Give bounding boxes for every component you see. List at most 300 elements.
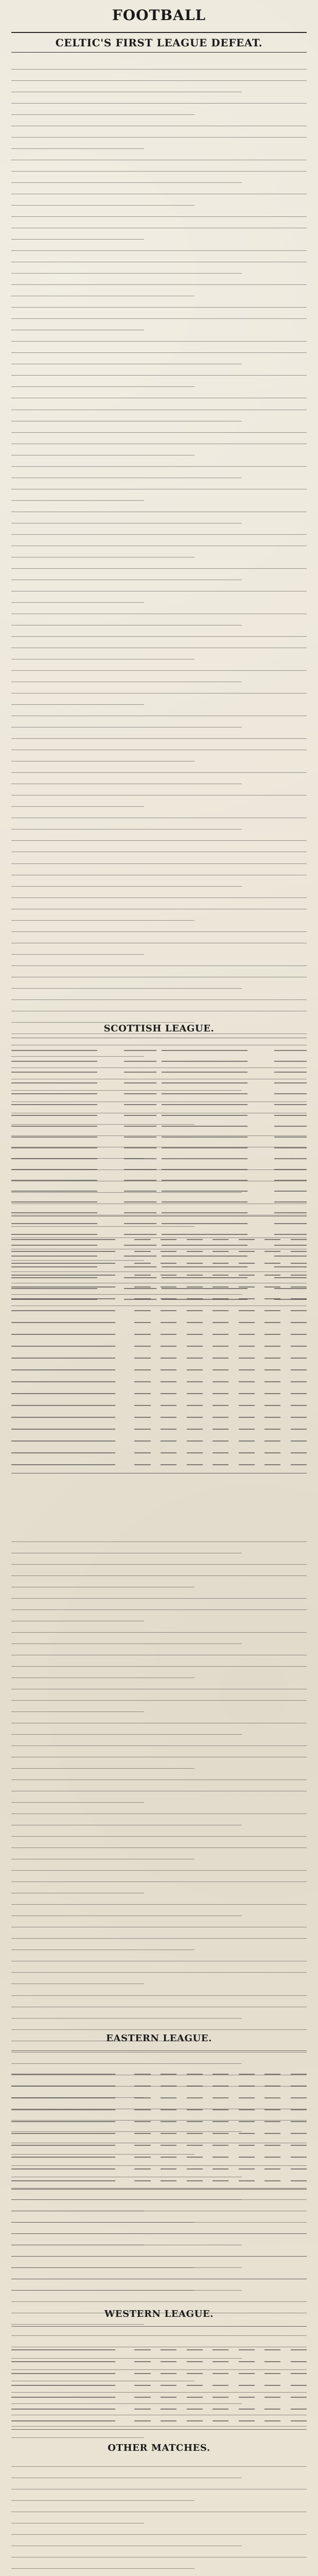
cell-text-line — [187, 1269, 203, 1276]
table-cell — [11, 1411, 125, 1418]
table-cell — [232, 2414, 255, 2421]
cell-text-line — [264, 1352, 280, 1359]
result-row — [11, 1110, 307, 1116]
table-cell — [180, 1233, 203, 1240]
text-line — [11, 1717, 307, 1723]
table-cell — [206, 2402, 229, 2410]
cell-text-line — [187, 2415, 203, 2421]
table-cell — [258, 1422, 281, 1430]
cell-text-line — [239, 1341, 255, 1347]
cell-text-line — [161, 2344, 176, 2350]
cell-text-line — [162, 1207, 248, 1213]
text-line — [11, 494, 144, 501]
text-line — [11, 358, 242, 364]
cell-text-line — [264, 2092, 280, 2098]
cell-text-line — [187, 1258, 203, 1264]
table-cell — [284, 2355, 307, 2362]
table-cell — [154, 2091, 177, 2098]
table-header-cell — [180, 1222, 203, 1229]
text-line — [11, 2227, 307, 2234]
cell-text-line — [11, 2104, 115, 2110]
cell-text-line — [213, 1352, 228, 1359]
text-line — [11, 1819, 242, 1825]
table-cell — [11, 2091, 125, 2098]
result-cell — [260, 1110, 307, 1116]
cell-text-line — [134, 2128, 150, 2134]
table-cell — [154, 2367, 177, 2374]
table-cell — [258, 1245, 281, 1252]
cell-text-line — [239, 2403, 255, 2410]
table-row — [11, 2162, 307, 2170]
cell-text-line — [264, 2380, 280, 2386]
cell-text-line — [161, 2104, 176, 2110]
table-cell — [284, 2343, 307, 2350]
cell-text-line — [213, 1388, 228, 1394]
table-cell — [154, 2414, 177, 2421]
cell-text-line — [161, 2128, 176, 2134]
cell-text-line — [291, 2368, 307, 2374]
table-cell — [284, 1434, 307, 1442]
cell-text-line — [291, 1388, 307, 1394]
table-cell — [232, 2139, 255, 2146]
text-line — [11, 244, 307, 251]
cell-text-line — [213, 1435, 228, 1442]
table-cell — [284, 2414, 307, 2421]
text-line — [11, 97, 307, 104]
cell-text-line — [274, 1207, 307, 1213]
table-row — [11, 1363, 307, 1370]
table-cell — [232, 1411, 255, 1418]
cell-text-line — [274, 1196, 307, 1202]
cell-text-line — [161, 2368, 176, 2374]
cell-text-line — [124, 1056, 156, 1062]
table-cell — [154, 2379, 177, 2386]
table-cell — [232, 2355, 255, 2362]
table-cell — [180, 1268, 203, 1276]
table-cell — [206, 1375, 229, 1382]
text-line — [11, 312, 307, 319]
cell-text-line — [162, 1131, 248, 1138]
table-row — [11, 2127, 307, 2134]
cell-text-line — [11, 1329, 115, 1335]
table-row — [11, 2414, 307, 2421]
table-header-cell — [232, 1222, 255, 1229]
cell-text-line — [11, 1352, 115, 1359]
table-header-cell — [206, 1222, 229, 1229]
cell-text-line — [213, 2069, 228, 2075]
cell-text-line — [187, 2151, 203, 2158]
cell-text-line — [291, 2151, 307, 2158]
table-cell — [128, 1268, 151, 1276]
table-cell — [206, 1434, 229, 1442]
cell-text-line — [11, 1142, 97, 1148]
cell-text-line — [291, 1329, 307, 1335]
cell-text-line — [187, 1329, 203, 1335]
result-cell — [11, 1185, 105, 1192]
cell-text-line — [11, 1376, 115, 1382]
text-line — [11, 380, 195, 387]
table-cell — [258, 1434, 281, 1442]
table-cell — [232, 1316, 255, 1323]
table-cell — [11, 2355, 125, 2362]
cell-text-line — [161, 2092, 176, 2098]
cell-text-line — [291, 2392, 307, 2398]
cell-text-line — [187, 1447, 203, 1453]
text-line — [11, 2261, 242, 2268]
table-cell — [11, 2079, 125, 2087]
cell-text-line — [187, 2163, 203, 2170]
cell-text-line — [239, 1412, 255, 1418]
table-cell — [154, 1268, 177, 1276]
cell-text-line — [213, 2116, 228, 2122]
result-row — [11, 1066, 307, 1073]
text-line — [11, 664, 307, 671]
cell-text-line — [213, 2403, 228, 2410]
scottish-league-table — [11, 1216, 307, 1473]
table-cell — [258, 1387, 281, 1394]
table-cell — [128, 1363, 151, 1370]
cell-text-line — [162, 1164, 248, 1170]
table-cell — [284, 2139, 307, 2146]
text-line — [11, 290, 195, 296]
cell-text-line — [11, 1281, 115, 1287]
text-line — [11, 74, 307, 81]
cell-text-line — [274, 1099, 307, 1105]
table-row — [11, 1422, 307, 1430]
table-cell — [206, 1446, 229, 1453]
result-row — [11, 1121, 307, 1127]
section-title-scottish-league — [11, 1020, 307, 1038]
text-line — [11, 721, 242, 727]
table-cell — [232, 1233, 255, 1240]
result-row — [11, 1099, 307, 1105]
cell-text-line — [187, 2344, 203, 2350]
cell-text-line — [134, 1400, 150, 1406]
text-line — [11, 777, 242, 784]
text-line — [11, 131, 307, 138]
cell-text-line — [124, 1196, 156, 1202]
cell-text-line — [134, 2151, 150, 2158]
table-row — [11, 1411, 307, 1418]
text-line — [11, 1943, 195, 1950]
table-cell — [206, 1387, 229, 1394]
table-cell — [232, 1292, 255, 1299]
text-line — [11, 2023, 307, 2030]
table-cell — [206, 2139, 229, 2146]
cell-text-line — [274, 1045, 307, 1051]
cell-text-line — [124, 1088, 156, 1094]
cell-text-line — [161, 2116, 176, 2122]
cell-text-line — [291, 1364, 307, 1370]
cell-text-line — [213, 2092, 228, 2098]
table-cell — [154, 2343, 177, 2350]
table-cell — [154, 2103, 177, 2110]
cell-text-line — [11, 1045, 97, 1051]
result-cell — [110, 1207, 156, 1213]
cell-text-line — [134, 2356, 150, 2362]
text-line — [11, 1955, 307, 1961]
cell-text-line — [274, 1153, 307, 1159]
table-cell — [11, 1446, 125, 1453]
cell-text-line — [162, 1121, 248, 1127]
section-title-text: SCOTTISH LEAGUE. — [103, 1023, 215, 1034]
text-line — [11, 2573, 307, 2576]
table-cell — [11, 2174, 125, 2181]
cell-text-line — [264, 1269, 280, 1276]
cell-text-line — [239, 1388, 255, 1394]
cell-text-line — [134, 2140, 150, 2146]
table-row — [11, 2079, 307, 2087]
cell-text-line — [213, 2415, 228, 2421]
table-cell — [128, 2355, 151, 2362]
result-cell — [11, 1077, 105, 1083]
table-row — [11, 1292, 307, 1299]
cell-text-line — [239, 1329, 255, 1335]
cell-text-line — [134, 2163, 150, 2170]
table-cell — [232, 1446, 255, 1453]
cell-text-line — [187, 1388, 203, 1394]
text-line — [11, 845, 307, 852]
cell-text-line — [291, 1400, 307, 1406]
table-cell — [206, 1458, 229, 1465]
result-cell — [162, 1110, 255, 1116]
table-cell — [232, 1351, 255, 1359]
text-line — [11, 120, 307, 126]
table-cell — [258, 1458, 281, 1465]
cell-text-line — [161, 1269, 176, 1276]
cell-text-line — [161, 2151, 176, 2158]
text-line — [11, 2431, 144, 2438]
cell-text-line — [264, 2128, 280, 2134]
table-header-cell — [11, 1222, 125, 1229]
table-cell — [284, 2067, 307, 2075]
table-header-cell — [128, 1222, 151, 1229]
cell-text-line — [239, 2175, 255, 2181]
cell-text-line — [187, 2356, 203, 2362]
table-cell — [258, 2343, 281, 2350]
table-cell — [206, 1351, 229, 1359]
table-cell — [258, 2079, 281, 2087]
cell-text-line — [161, 1281, 176, 1287]
cell-text-line — [187, 1423, 203, 1430]
table-cell — [206, 2079, 229, 2087]
table-row — [11, 1257, 307, 1264]
table-cell — [11, 2391, 125, 2398]
cell-text-line — [264, 2415, 280, 2421]
text-line — [11, 449, 195, 455]
table-cell — [258, 2162, 281, 2170]
cell-text-line — [11, 1121, 97, 1127]
table-cell — [206, 2414, 229, 2421]
table-cell — [206, 2103, 229, 2110]
cell-text-line — [274, 1175, 307, 1181]
table-header-cell — [258, 1222, 281, 1229]
result-cell — [260, 1153, 307, 1159]
cell-text-line — [124, 1110, 156, 1116]
table-cell — [284, 1375, 307, 1382]
table-header-cell — [232, 2332, 255, 2339]
text-line — [11, 369, 307, 376]
table-cell — [154, 1257, 177, 1264]
text-line — [11, 914, 195, 921]
table-cell — [11, 1375, 125, 1382]
table-cell — [206, 1340, 229, 1347]
result-row — [11, 1153, 307, 1159]
table-cell — [128, 2103, 151, 2110]
text-line — [11, 1547, 242, 1553]
result-cell — [11, 1175, 105, 1181]
cell-text-line — [291, 2403, 307, 2410]
table-cell — [154, 1292, 177, 1299]
cell-text-line — [239, 1352, 255, 1359]
cell-text-line — [264, 1329, 280, 1335]
result-row — [11, 1088, 307, 1094]
cell-text-line — [124, 1099, 156, 1105]
cell-text-line — [264, 2104, 280, 2110]
result-cell — [110, 1196, 156, 1202]
cell-text-line — [264, 2175, 280, 2181]
cell-text-line — [134, 1305, 150, 1311]
cell-text-line — [11, 2128, 115, 2134]
cell-text-line — [239, 1423, 255, 1430]
table-cell — [154, 1233, 177, 1240]
table-cell — [284, 2367, 307, 2374]
cell-text-line — [213, 1281, 228, 1287]
table-cell — [154, 2127, 177, 2134]
cell-text-line — [291, 2092, 307, 2098]
table-cell — [154, 1422, 177, 1430]
text-line — [11, 324, 144, 330]
cell-text-line — [161, 2415, 176, 2421]
cell-text-line — [134, 1423, 150, 1430]
result-cell — [162, 1066, 255, 1073]
text-line — [11, 2284, 195, 2291]
table-cell — [180, 1387, 203, 1394]
cell-text-line — [213, 1412, 228, 1418]
table-cell — [180, 1411, 203, 1418]
cell-text-line — [239, 1234, 255, 1240]
table-cell — [154, 2150, 177, 2158]
cell-text-line — [239, 1281, 255, 1287]
text-line — [11, 1615, 144, 1621]
cell-text-line — [161, 1341, 176, 1347]
cell-text-line — [291, 1269, 307, 1276]
result-cell — [260, 1131, 307, 1138]
text-line — [11, 709, 307, 716]
cell-text-line — [134, 2092, 150, 2098]
text-line — [11, 1898, 307, 1905]
table-cell — [11, 2402, 125, 2410]
table-header-cell — [154, 1222, 177, 1229]
table-cell — [180, 2103, 203, 2110]
cell-text-line — [11, 1056, 97, 1062]
cell-text-line — [187, 2128, 203, 2134]
cell-text-line — [274, 1131, 307, 1138]
result-cell — [11, 1131, 105, 1138]
cell-text-line — [11, 2380, 115, 2386]
text-line — [11, 392, 307, 398]
result-cell — [162, 1164, 255, 1170]
eastern-league-notes — [11, 2182, 307, 2295]
cell-text-line — [239, 1376, 255, 1382]
text-line — [11, 2551, 307, 2557]
cell-text-line — [161, 1258, 176, 1264]
table-row — [11, 1268, 307, 1276]
cell-text-line — [187, 2080, 203, 2087]
cell-text-line — [134, 2415, 150, 2421]
table-cell — [180, 2174, 203, 2181]
table-cell — [11, 1434, 125, 1442]
cell-text-line — [239, 1447, 255, 1453]
table-cell — [128, 2162, 151, 2170]
cell-text-line — [274, 1077, 307, 1083]
table-cell — [11, 1387, 125, 1394]
cell-text-line — [11, 1293, 115, 1299]
table-cell — [232, 2115, 255, 2122]
cell-text-line — [11, 2140, 115, 2146]
table-cell — [154, 2355, 177, 2362]
cell-text-line — [161, 1352, 176, 1359]
text-line — [11, 687, 307, 693]
text-line — [11, 210, 307, 217]
table-cell — [258, 1328, 281, 1335]
table-cell — [180, 1340, 203, 1347]
table-cell — [128, 1399, 151, 1406]
cell-text-line — [11, 1400, 115, 1406]
cell-text-line — [213, 1305, 228, 1311]
cell-text-line — [11, 1317, 115, 1323]
table-row — [11, 1316, 307, 1323]
table-cell — [232, 1399, 255, 1406]
cell-text-line — [187, 2140, 203, 2146]
table-cell — [232, 1245, 255, 1252]
cell-text-line — [264, 2116, 280, 2122]
cell-text-line — [213, 1400, 228, 1406]
cell-text-line — [264, 2140, 280, 2146]
table-cell — [232, 1387, 255, 1394]
cell-text-line — [161, 1459, 176, 1465]
cell-text-line — [213, 2080, 228, 2087]
cell-text-line — [239, 1459, 255, 1465]
cell-text-line — [187, 1293, 203, 1299]
table-cell — [128, 1280, 151, 1287]
cell-text-line — [11, 1099, 97, 1105]
result-cell — [110, 1142, 156, 1148]
cell-text-line — [239, 2415, 255, 2421]
table-cell — [180, 2127, 203, 2134]
text-line — [11, 505, 307, 512]
cell-text-line — [239, 1269, 255, 1276]
text-line — [11, 1887, 144, 1893]
table-cell — [11, 2067, 125, 2075]
table-cell — [180, 1351, 203, 1359]
result-row — [11, 1045, 307, 1051]
cell-text-line — [161, 1376, 176, 1382]
cell-text-line — [161, 1329, 176, 1335]
masthead-text: FOOTBALL — [112, 7, 206, 24]
table-header-cell — [180, 2332, 203, 2339]
cell-text-line — [134, 1412, 150, 1418]
table-cell — [206, 2067, 229, 2075]
result-cell — [260, 1045, 307, 1051]
cell-text-line — [213, 1258, 228, 1264]
table-cell — [154, 1446, 177, 1453]
result-cell — [11, 1045, 105, 1051]
text-line — [11, 2239, 144, 2245]
cell-text-line — [213, 2175, 228, 2181]
cell-text-line — [11, 1423, 115, 1430]
cell-text-line — [264, 1341, 280, 1347]
